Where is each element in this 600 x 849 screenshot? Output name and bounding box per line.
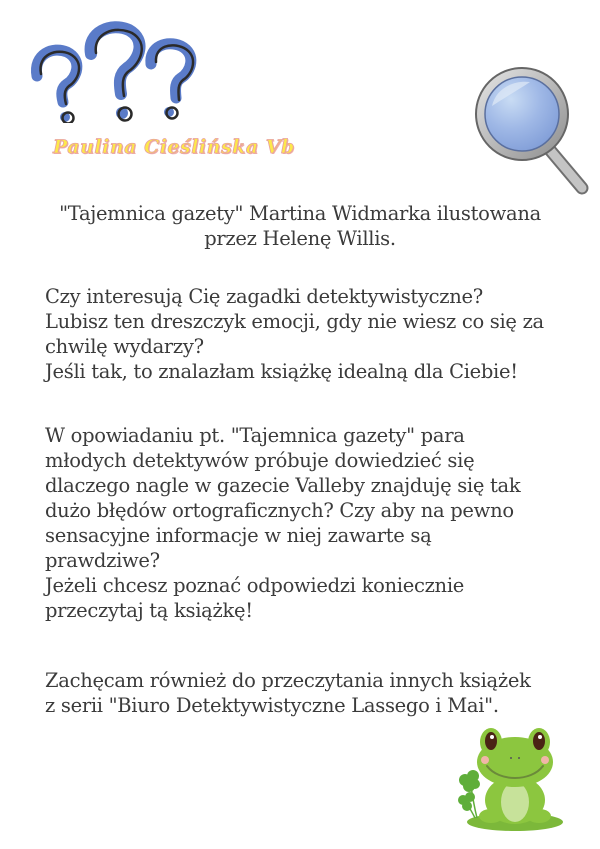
text-line: dużo błędów ortograficznych? Czy aby na pewno	[45, 499, 514, 522]
text-line: Lubisz ten dreszczyk emocji, gdy nie wiesz co się za	[45, 310, 544, 333]
author-name: Paulina Cieślińska Vb	[53, 136, 295, 158]
text-line: sensacyjne informacje w niej zawarte są	[45, 524, 432, 547]
text-line: Jeśli tak, to znalazłam książkę idealną dla Ciebie!	[45, 360, 518, 383]
paragraph-plot	[45, 423, 575, 623]
text-line: prawdziwe?	[45, 549, 160, 572]
magnifying-glass-icon	[470, 62, 595, 197]
text-line: Zachęcam również do przeczytania innych książek	[45, 669, 531, 692]
book-title-intro	[40, 201, 560, 251]
text-line: W opowiadaniu pt. "Tajemnica gazety" para	[45, 424, 465, 447]
text-line: Czy interesują Cię zagadki detektywistyczne?	[45, 285, 483, 308]
paragraph-intro	[45, 284, 575, 384]
paragraph-recommendation	[45, 668, 585, 718]
question-marks-icon	[25, 18, 205, 123]
text-line: chwilę wydarzy?	[45, 335, 204, 358]
title-line: "Tajemnica gazety" Martina Widmarka ilustowana	[59, 202, 541, 225]
text-line: dlaczego nagle w gazecie Valleby znajduję się tak	[45, 474, 521, 497]
frog-icon	[455, 720, 575, 835]
text-line: z serii "Biuro Detektywistyczne Lassego i Mai".	[45, 694, 499, 717]
text-line: przeczytaj tą książkę!	[45, 599, 253, 622]
title-line: przez Helenę Willis.	[204, 227, 396, 250]
text-line: Jeżeli chcesz poznać odpowiedzi koniecznie	[45, 574, 464, 597]
text-line: młodych detektywów próbuje dowiedzieć się	[45, 449, 475, 472]
